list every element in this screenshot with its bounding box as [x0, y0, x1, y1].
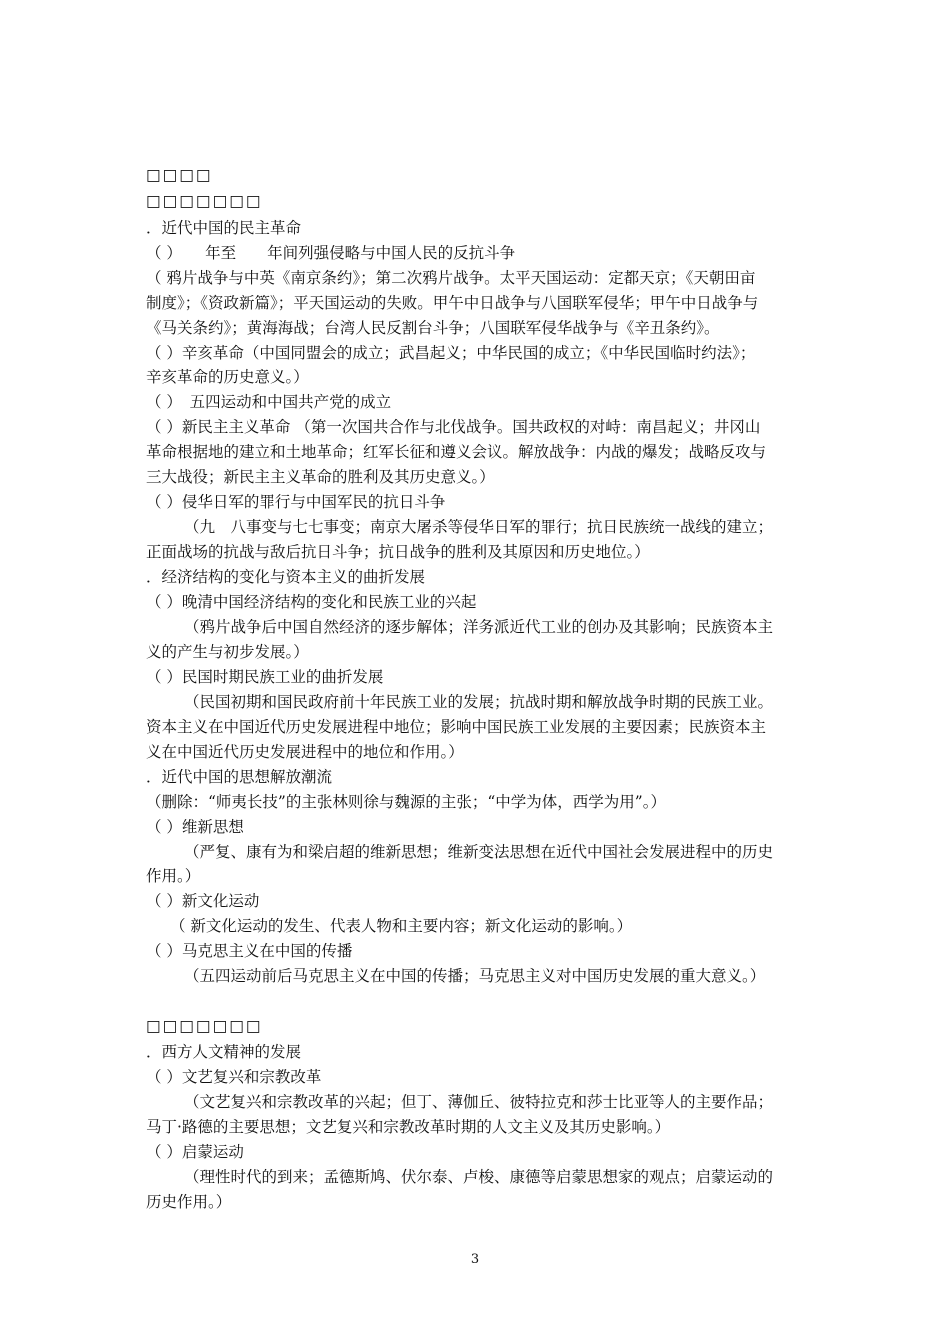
body-line: 马丁·路德的主要思想；文艺复兴和宗教改革时期的人文主义及其历史影响。）	[146, 1118, 671, 1136]
body-line: （严复、康有为和梁启超的维新思想；维新变法思想在近代中国社会发展进程中的历史	[184, 843, 774, 861]
body-line: （九 八事变与七七事变；南京大屠杀等侵华日军的罪行；抗日民族统一战线的建立；	[184, 518, 774, 536]
body-line: 辛亥革命的历史意义。）	[146, 368, 309, 386]
page-number: 3	[470, 1252, 480, 1267]
body-line: 制度》；《资政新篇》；平天国运动的失败。甲午中日战争与八国联军侵华；甲午中日战争与	[146, 294, 759, 312]
subtopic-line: （ ） 年至 年间列强侵略与中国人民的反抗斗争	[146, 244, 516, 262]
body-line: （五四运动前后马克思主义在中国的传播；马克思主义对中国历史发展的重大意义。）	[184, 967, 766, 985]
subtopic-line: （ ）马克思主义在中国的传播	[146, 942, 353, 960]
body-line: 作用。）	[146, 867, 201, 885]
topic-title: ．近代中国的思想解放潮流	[146, 768, 333, 786]
section-heading: □□□□	[146, 165, 213, 184]
section-heading: □□□□□□□	[146, 1016, 263, 1035]
body-line: 正面战场的抗战与敌后抗日斗争；抗日战争的胜利及其原因和历史地位。）	[146, 543, 650, 561]
body-line: 义的产生与初步发展。）	[146, 643, 309, 661]
topic-title: ．西方人文精神的发展	[146, 1043, 302, 1061]
body-line: （理性时代的到来；孟德斯鸠、伏尔泰、卢梭、康德等启蒙思想家的观点；启蒙运动的	[184, 1168, 774, 1186]
topic-title: ．近代中国的民主革命	[146, 219, 302, 237]
section-heading: □□□□□□□	[146, 191, 263, 210]
body-line: （文艺复兴和宗教改革的兴起；但丁、薄伽丘、彼特拉克和莎士比亚等人的主要作品；	[184, 1093, 774, 1111]
subtopic-line: （ ）启蒙运动	[146, 1143, 244, 1161]
topic-title: ．经济结构的变化与资本主义的曲折发展	[146, 568, 426, 586]
body-line: （ 鸦片战争与中英《南京条约》；第二次鸦片战争。太平天国运动：定都天京；《天朝田亩	[146, 269, 756, 287]
body-line: 三大战役；新民主主义革命的胜利及其历史意义。）	[146, 468, 495, 486]
body-line: （删除：“师夷长技”的主张林则徐与魏源的主张；“中学为体，西学为用”。）	[146, 793, 666, 811]
subtopic-line: （ ）新文化运动	[146, 892, 260, 910]
subtopic-line: （ ）民国时期民族工业的曲折发展	[146, 668, 384, 686]
body-line: 革命根据地的建立和土地革命；红军长征和遵义会议。解放战争：内战的爆发；战略反攻与	[146, 443, 767, 461]
body-line: 《马关条约》；黄海海战；台湾人民反割台斗争；八国联军侵华战争与《辛丑条约》。	[146, 319, 720, 337]
subtopic-line: （ ）新民主主义革命 （第一次国共合作与北伐战争。国共政权的对峙：南昌起义；井冈山	[146, 418, 761, 436]
subtopic-line: （ ）晚清中国经济结构的变化和民族工业的兴起	[146, 593, 477, 611]
subtopic-line: （ ）辛亥革命（中国同盟会的成立；武昌起义；中华民国的成立；《中华民国临时约法》；	[146, 344, 756, 362]
body-line: （ 新文化运动的发生、代表人物和主要内容；新文化运动的影响。）	[170, 917, 633, 935]
subtopic-line: （ ）侵华日军的罪行与中国军民的抗日斗争	[146, 493, 446, 511]
body-line: 资本主义在中国近代历史发展进程中地位；影响中国民族工业发展的主要因素；民族资本主	[146, 718, 767, 736]
subtopic-line: （ ）维新思想	[146, 818, 244, 836]
body-line: 历史作用。）	[146, 1193, 232, 1211]
body-line: （民国初期和国民政府前十年民族工业的发展；抗战时期和解放战争时期的民族工业。	[184, 693, 774, 711]
body-line: （鸦片战争后中国自然经济的逐步解体；洋务派近代工业的创办及其影响；民族资本主	[184, 618, 774, 636]
subtopic-line: （ ）文艺复兴和宗教改革	[146, 1068, 322, 1086]
body-line: 义在中国近代历史发展进程中的地位和作用。）	[146, 743, 464, 761]
subtopic-line: （ ） 五四运动和中国共产党的成立	[146, 393, 392, 411]
